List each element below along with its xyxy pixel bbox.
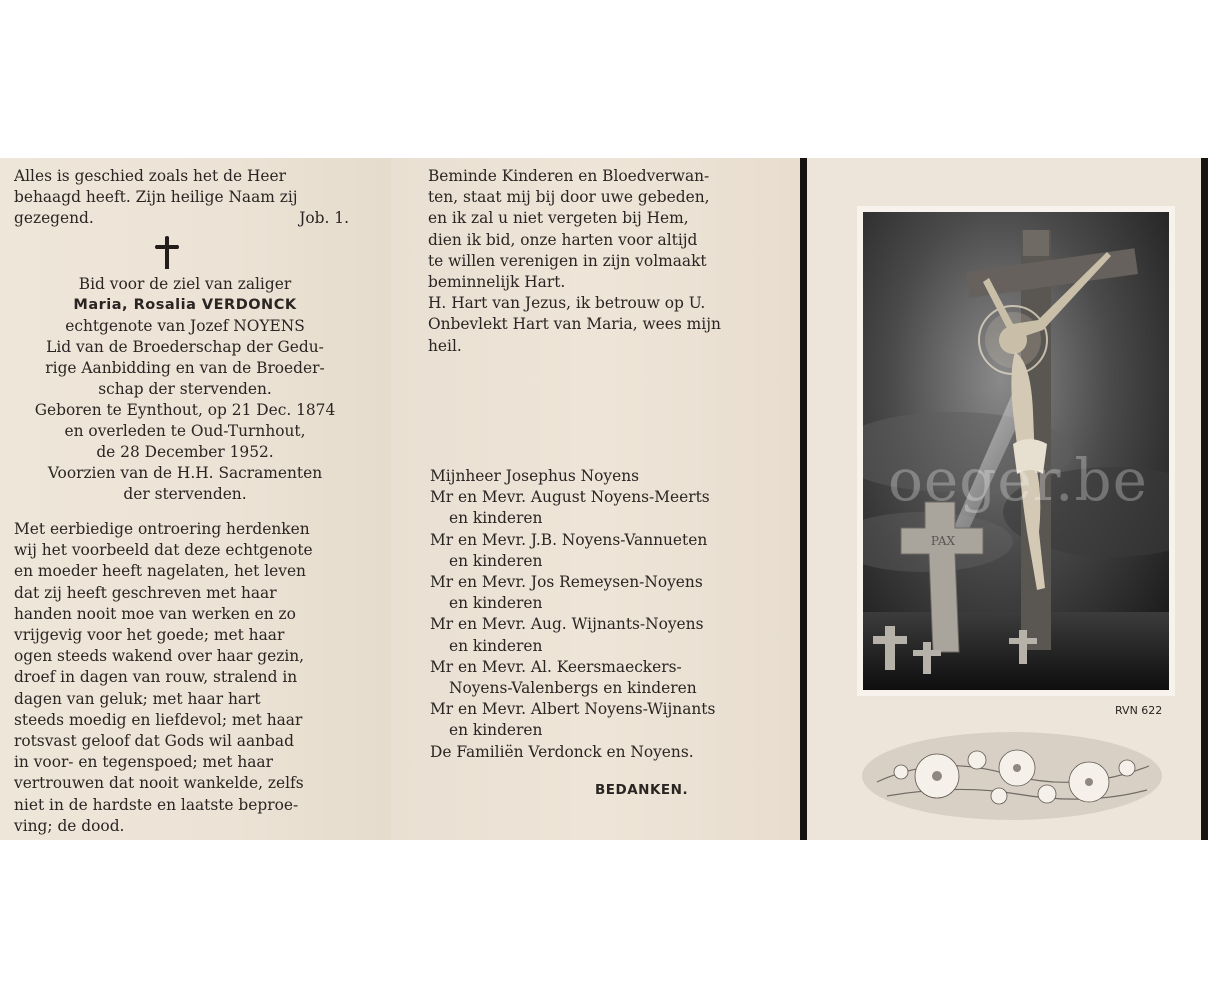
prayer-line: en ik zal u niet vergeten bij Hem,: [428, 209, 689, 228]
quote-line: Alles is geschied zoals het de Heer: [14, 167, 286, 185]
memorial-card-middle-page: [391, 158, 800, 840]
family-line: Noyens-Valenbergs en kinderen: [449, 679, 697, 697]
prayer-line: H. Hart van Jezus, ik betrouw op U.: [428, 294, 706, 313]
memorial-card-left-page: [0, 158, 391, 840]
detail-line: Geboren te Eynthout, op 21 Dec. 1874: [34, 401, 336, 419]
detail-line: en overleden te Oud-Turnhout,: [64, 422, 306, 440]
family-line: en kinderen: [449, 594, 543, 613]
family-line: en kinderen: [449, 721, 543, 740]
prayer-line: dien ik bid, onze harten voor altijd: [428, 230, 698, 249]
flower-ornament: [857, 724, 1167, 824]
prayer-line: ten, staat mij bij door uwe gebeden,: [428, 188, 710, 207]
cross-inscription: PAX: [930, 534, 956, 548]
tribute-line: handen nooit moe van werken en zo: [14, 604, 296, 623]
watermark: oeger.be: [888, 446, 1148, 514]
tribute-line: droef in dagen van rouw, stralend in: [14, 668, 298, 687]
tribute-line: steeds moedig en liefdevol; met haar: [14, 710, 303, 729]
deceased-name: Maria, Rosalia VERDONCK: [73, 297, 297, 313]
family-line: en kinderen: [449, 551, 543, 570]
thanks-line: BEDANKEN.: [595, 782, 689, 798]
detail-line: der stervenden.: [123, 485, 247, 503]
tribute-line: dagen van geluk; met haar hart: [14, 689, 261, 708]
family-line: Mr en Mevr. Albert Noyens-Wijnants: [430, 700, 716, 719]
cross-icon: [155, 236, 179, 270]
quote-line: behaagd heeft. Zijn heilige Naam zij: [14, 188, 298, 206]
prayer-line: heil.: [428, 336, 462, 355]
tribute-line: Met eerbiedige ontroering herdenken: [14, 520, 310, 538]
tribute-line: in voor- en tegenspoed; met haar: [14, 753, 273, 772]
quote-line: gezegend.: [14, 209, 94, 227]
family-line: De Familiën Verdonck en Noyens.: [430, 742, 694, 761]
family-line: Mr en Mevr. J.B. Noyens-Vannueten: [430, 530, 708, 549]
family-line: en kinderen: [449, 509, 543, 528]
printer-mark: RVN 622: [1115, 704, 1163, 717]
detail-line: Lid van de Broederschap der Gedu-: [46, 338, 324, 356]
detail-line: rige Aanbidding en van de Broeder-: [45, 359, 325, 377]
detail-line: Voorzien van de H.H. Sacramenten: [47, 464, 323, 482]
family-line: en kinderen: [449, 636, 543, 655]
prayer-line: Beminde Kinderen en Bloedverwan-: [428, 167, 710, 185]
tribute-line: dat zij heeft geschreven met haar: [14, 583, 277, 602]
family-line: Mr en Mevr. August Noyens-Meerts: [430, 488, 710, 507]
tribute-line: niet in de hardste en laatste beproe-: [14, 795, 299, 814]
tribute-line: rotsvast geloof dat Gods wil aanbad: [14, 732, 294, 750]
family-line: Mr en Mevr. Aug. Wijnants-Noyens: [430, 615, 704, 634]
detail-line: schap der stervenden.: [98, 380, 272, 398]
quote-reference: Job. 1.: [299, 209, 349, 227]
family-line: Mijnheer Josephus Noyens: [430, 467, 639, 485]
prayer-line: beminnelijk Hart.: [428, 273, 566, 291]
tribute-line: vertrouwen dat nooit wankelde, zelfs: [14, 774, 304, 793]
tribute-line: ogen steeds wakend over haar gezin,: [14, 647, 305, 666]
tribute-line: wij het voorbeeld dat deze echtgenote: [14, 541, 313, 560]
detail-line: de 28 December 1952.: [96, 443, 274, 461]
family-line: Mr en Mevr. Al. Keersmaeckers-: [430, 657, 682, 676]
tribute-line: en moeder heeft nagelaten, het leven: [14, 562, 306, 581]
family-line: Mr en Mevr. Jos Remeysen-Noyens: [430, 573, 703, 591]
pray-line: Bid voor de ziel van zaliger: [78, 275, 292, 293]
tribute-line: vrijgevig voor het goede; met haar: [14, 626, 285, 644]
detail-line: echtgenote van Jozef NOYENS: [65, 317, 305, 335]
prayer-line: te willen verenigen in zijn volmaakt: [428, 251, 707, 270]
prayer-line: Onbevlekt Hart van Maria, wees mijn: [428, 315, 721, 334]
tribute-line: ving; de dood.: [14, 816, 125, 835]
